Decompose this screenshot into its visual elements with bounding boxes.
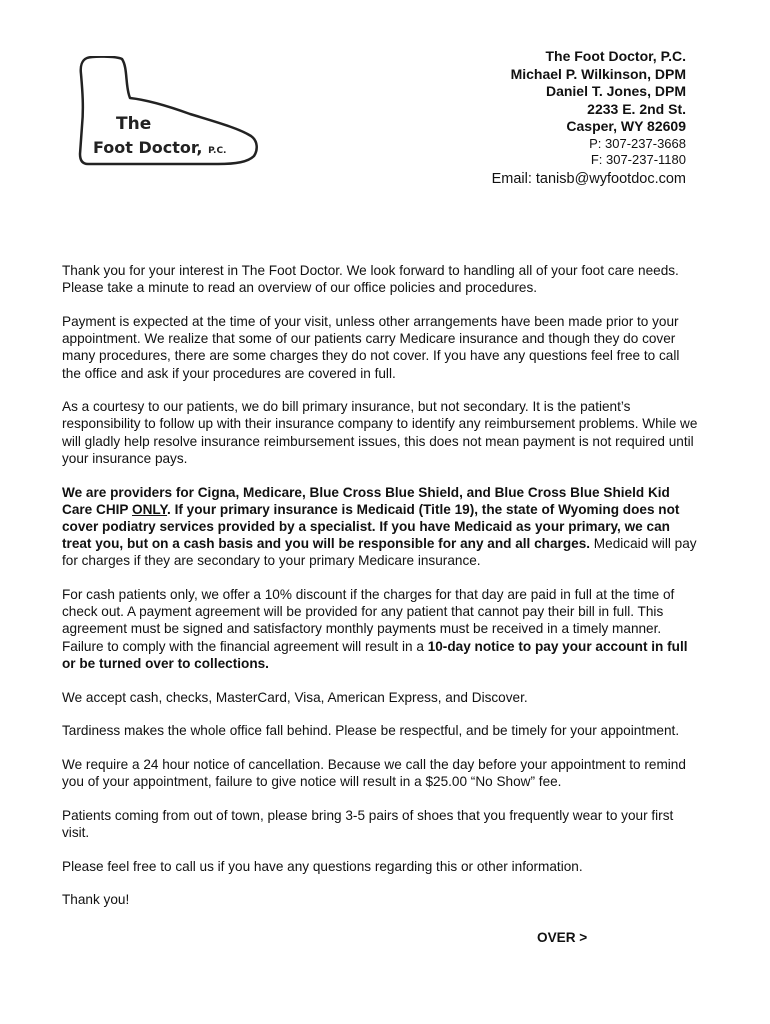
paragraph-providers (62, 484, 702, 570)
paragraph-payment: Payment is expected at the time of your visit, unless other arrangements have been made prior to your appointment. We realize that some of our patients carry Medicare insurance and though they do cover many procedures, there are some charges they do not cover. If you have any questions feel free to call the office and ask if your procedures are covered in full. (62, 313, 680, 381)
over-indicator: OVER > (537, 930, 588, 945)
paragraph-insurance-billing: As a courtesy to our patients, we do bill primary insurance, but not secondary. It is the patient’s responsibility to follow up with their insurance company to identify any reimbursement problems. While we will gladly help resolve insurance reimbursement issues, this does not mean payment is not required until your insurance pays. (62, 399, 698, 466)
doctor-jones: Daniel T. Jones, DPM (545, 83, 686, 99)
practice-name: The Foot Doctor, P.C. (545, 48, 686, 64)
letterhead-address (492, 48, 686, 188)
paragraph-questions: Please feel free to call us if you have any questions regarding this or other information. (62, 858, 583, 874)
paragraph-tardiness: Tardiness makes the whole office fall behind. Please be respectful, and be timely for your appointment. (62, 723, 680, 739)
logo-text-the: The (116, 114, 152, 134)
paragraph-thank-you: Thank you! (62, 892, 130, 908)
city-state-zip: Casper, WY 82609 (566, 118, 686, 134)
letter-body (62, 262, 702, 925)
fax-number: F: 307-237-1180 (590, 151, 686, 167)
email-address: Email: tanisb@wyfootdoc.com (491, 170, 686, 187)
providers-bold-b: . If your primary insurance is Medicaid (Title 19), the state of Wyoming does not cover podiatry services provided by a specialist. If you have Medicaid as your primary, we can treat you, but on a cash basis and you will be responsible for any and all charges. (62, 501, 680, 552)
paragraph-welcome: Thank you for your interest in The Foot Doctor. We look forward to handling all of your foot care needs. Please take a minute to read an overview of our office policies and procedures. (62, 263, 679, 296)
logo-text-foot-doctor: Foot Doctor, (93, 138, 203, 157)
street-address: 2233 E. 2nd St. (587, 100, 686, 117)
practice-logo (78, 56, 262, 172)
doctor-wilkinson: Michael P. Wilkinson, DPM (510, 65, 686, 82)
cash-discount-plain: For cash patients only, we offer a 10% discount if the charges for that day are paid in full at the time of check out. A payment agreement will be provided for any patient that cannot pay their bill in full. This agreement must be signed and satisfactory monthly payments must be received in a timely manner. Failure to comply with the financial agreement will result in a (62, 587, 675, 654)
providers-only-underline: ONLY (132, 501, 168, 517)
logo-text-pc: P.C. (208, 146, 227, 156)
providers-plain: Medicaid will pay for charges if they are secondary to your primary Medicare insurance. (62, 536, 697, 569)
paragraph-cash-discount (62, 586, 702, 672)
logo-text-name (93, 138, 226, 157)
providers-bold-a: We are providers for Cigna, Medicare, Blue Cross Blue Shield, and Blue Cross Blue Shield Kid Care CHIP (62, 484, 670, 517)
paragraph-accepted-payments: We accept cash, checks, MasterCard, Visa, American Express, and Discover. (62, 689, 528, 705)
paragraph-cancellation: We require a 24 hour notice of cancellation. Because we call the day before your appointment to remind you of your appointment, failure to give notice will result in a $25.00 “No Show” fee. (62, 756, 686, 790)
cash-discount-bold: 10-day notice to pay your account in full or be turned over to collections. (62, 638, 688, 671)
phone-number: P: 307-237-3668 (589, 135, 686, 151)
paragraph-out-of-town: Patients coming from out of town, please bring 3-5 pairs of shoes that you frequently wear to your first visit. (62, 807, 674, 841)
